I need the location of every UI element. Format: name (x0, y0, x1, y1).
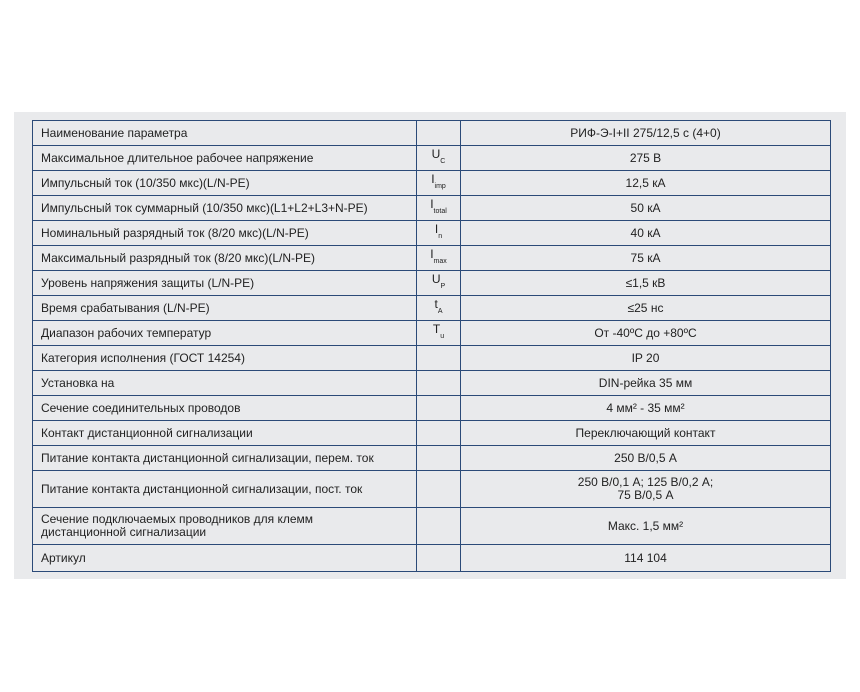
param-symbol (417, 171, 461, 196)
symbol-base: I (430, 247, 434, 261)
param-value: ≤25 нс (461, 296, 831, 321)
param-value: 75 кА (461, 246, 831, 271)
param-name: Питание контакта дистанционной сигнализации, перем. ток (33, 446, 417, 471)
symbol-base: U (431, 272, 441, 286)
param-value: Макс. 1,5 мм² (461, 508, 831, 545)
param-symbol (417, 545, 461, 572)
param-name (33, 508, 417, 545)
param-name: Уровень напряжения защиты (L/N-PE) (33, 271, 417, 296)
param-value: DIN-рейка 35 мм (461, 371, 831, 396)
param-symbol (417, 221, 461, 246)
table-row (33, 545, 831, 572)
symbol-subscript: A (437, 308, 443, 315)
param-symbol (417, 508, 461, 545)
table-row (33, 221, 831, 246)
table-row (33, 246, 831, 271)
param-value: IP 20 (461, 346, 831, 371)
table-row (33, 446, 831, 471)
table-row (33, 171, 831, 196)
table-row (33, 421, 831, 446)
param-symbol (417, 371, 461, 396)
table-row (33, 471, 831, 508)
param-value: ≤1,5 кВ (461, 271, 831, 296)
param-name: Максимальный разрядный ток (8/20 мкс)(L/N-PE) (33, 246, 417, 271)
param-name: Артикул (33, 545, 417, 572)
symbol-subscript: imp (434, 183, 446, 190)
specification-table (32, 120, 831, 572)
param-value: 114 104 (461, 545, 831, 572)
symbol-base: U (431, 147, 441, 161)
param-name: Импульсный ток суммарный (10/350 мкс)(L1+L2+L3+N-PE) (33, 196, 417, 221)
symbol-subscript: C (440, 158, 446, 165)
table-row (33, 508, 831, 545)
symbol-base: I (430, 197, 434, 211)
symbol-base: I (431, 172, 435, 186)
name-line: Сечение подключаемых проводников для клемм (41, 512, 314, 526)
param-symbol (417, 146, 461, 171)
param-symbol (417, 471, 461, 508)
symbol-subscript: total (433, 208, 447, 215)
symbol-subscript: u (440, 333, 445, 340)
param-name: Максимальное длительное рабочее напряжение (33, 146, 417, 171)
param-name: Сечение соединительных проводов (33, 396, 417, 421)
symbol-base: T (432, 322, 441, 336)
param-name: Время срабатывания (L/N-PE) (33, 296, 417, 321)
table-row (33, 121, 831, 146)
symbol-base: t (434, 297, 438, 311)
table-row (33, 271, 831, 296)
name-line: дистанционной сигнализации (41, 525, 207, 539)
param-name: Диапазон рабочих температур (33, 321, 417, 346)
param-value: 4 мм² - 35 мм² (461, 396, 831, 421)
symbol-subscript: n (438, 233, 443, 240)
symbol-base: I (434, 222, 439, 236)
param-name: Номинальный разрядный ток (8/20 мкс)(L/N-PE) (33, 221, 417, 246)
param-value: 250 В/0,5 А (461, 446, 831, 471)
param-value: 275 В (461, 146, 831, 171)
table-row (33, 146, 831, 171)
table-row (33, 296, 831, 321)
param-value: Переключающий контакт (461, 421, 831, 446)
param-symbol (417, 196, 461, 221)
param-symbol (417, 446, 461, 471)
param-symbol (417, 396, 461, 421)
param-name: Категория исполнения (ГОСТ 14254) (33, 346, 417, 371)
table-row (33, 396, 831, 421)
param-value: 40 кА (461, 221, 831, 246)
param-value: РИФ-Э-I+II 275/12,5 с (4+0) (461, 121, 831, 146)
table-row (33, 371, 831, 396)
param-name: Установка на (33, 371, 417, 396)
param-value: 50 кА (461, 196, 831, 221)
param-name: Контакт дистанционной сигнализации (33, 421, 417, 446)
param-value: 12,5 кА (461, 171, 831, 196)
table-row (33, 196, 831, 221)
param-symbol (417, 346, 461, 371)
param-symbol (417, 296, 461, 321)
symbol-subscript: max (433, 258, 447, 265)
value-line: 250 В/0,1 А; 125 В/0,2 А; (577, 475, 714, 489)
table-row (33, 346, 831, 371)
param-symbol (417, 321, 461, 346)
param-symbol (417, 121, 461, 146)
param-name: Импульсный ток (10/350 мкс)(L/N-PE) (33, 171, 417, 196)
value-line: 75 В/0,5 А (617, 488, 674, 502)
param-value (461, 471, 831, 508)
param-name: Наименование параметра (33, 121, 417, 146)
symbol-subscript: P (440, 283, 446, 290)
param-name: Питание контакта дистанционной сигнализации, пост. ток (33, 471, 417, 508)
table-row (33, 321, 831, 346)
param-symbol (417, 421, 461, 446)
param-symbol (417, 246, 461, 271)
param-symbol (417, 271, 461, 296)
param-value: От -40ºС до +80ºС (461, 321, 831, 346)
